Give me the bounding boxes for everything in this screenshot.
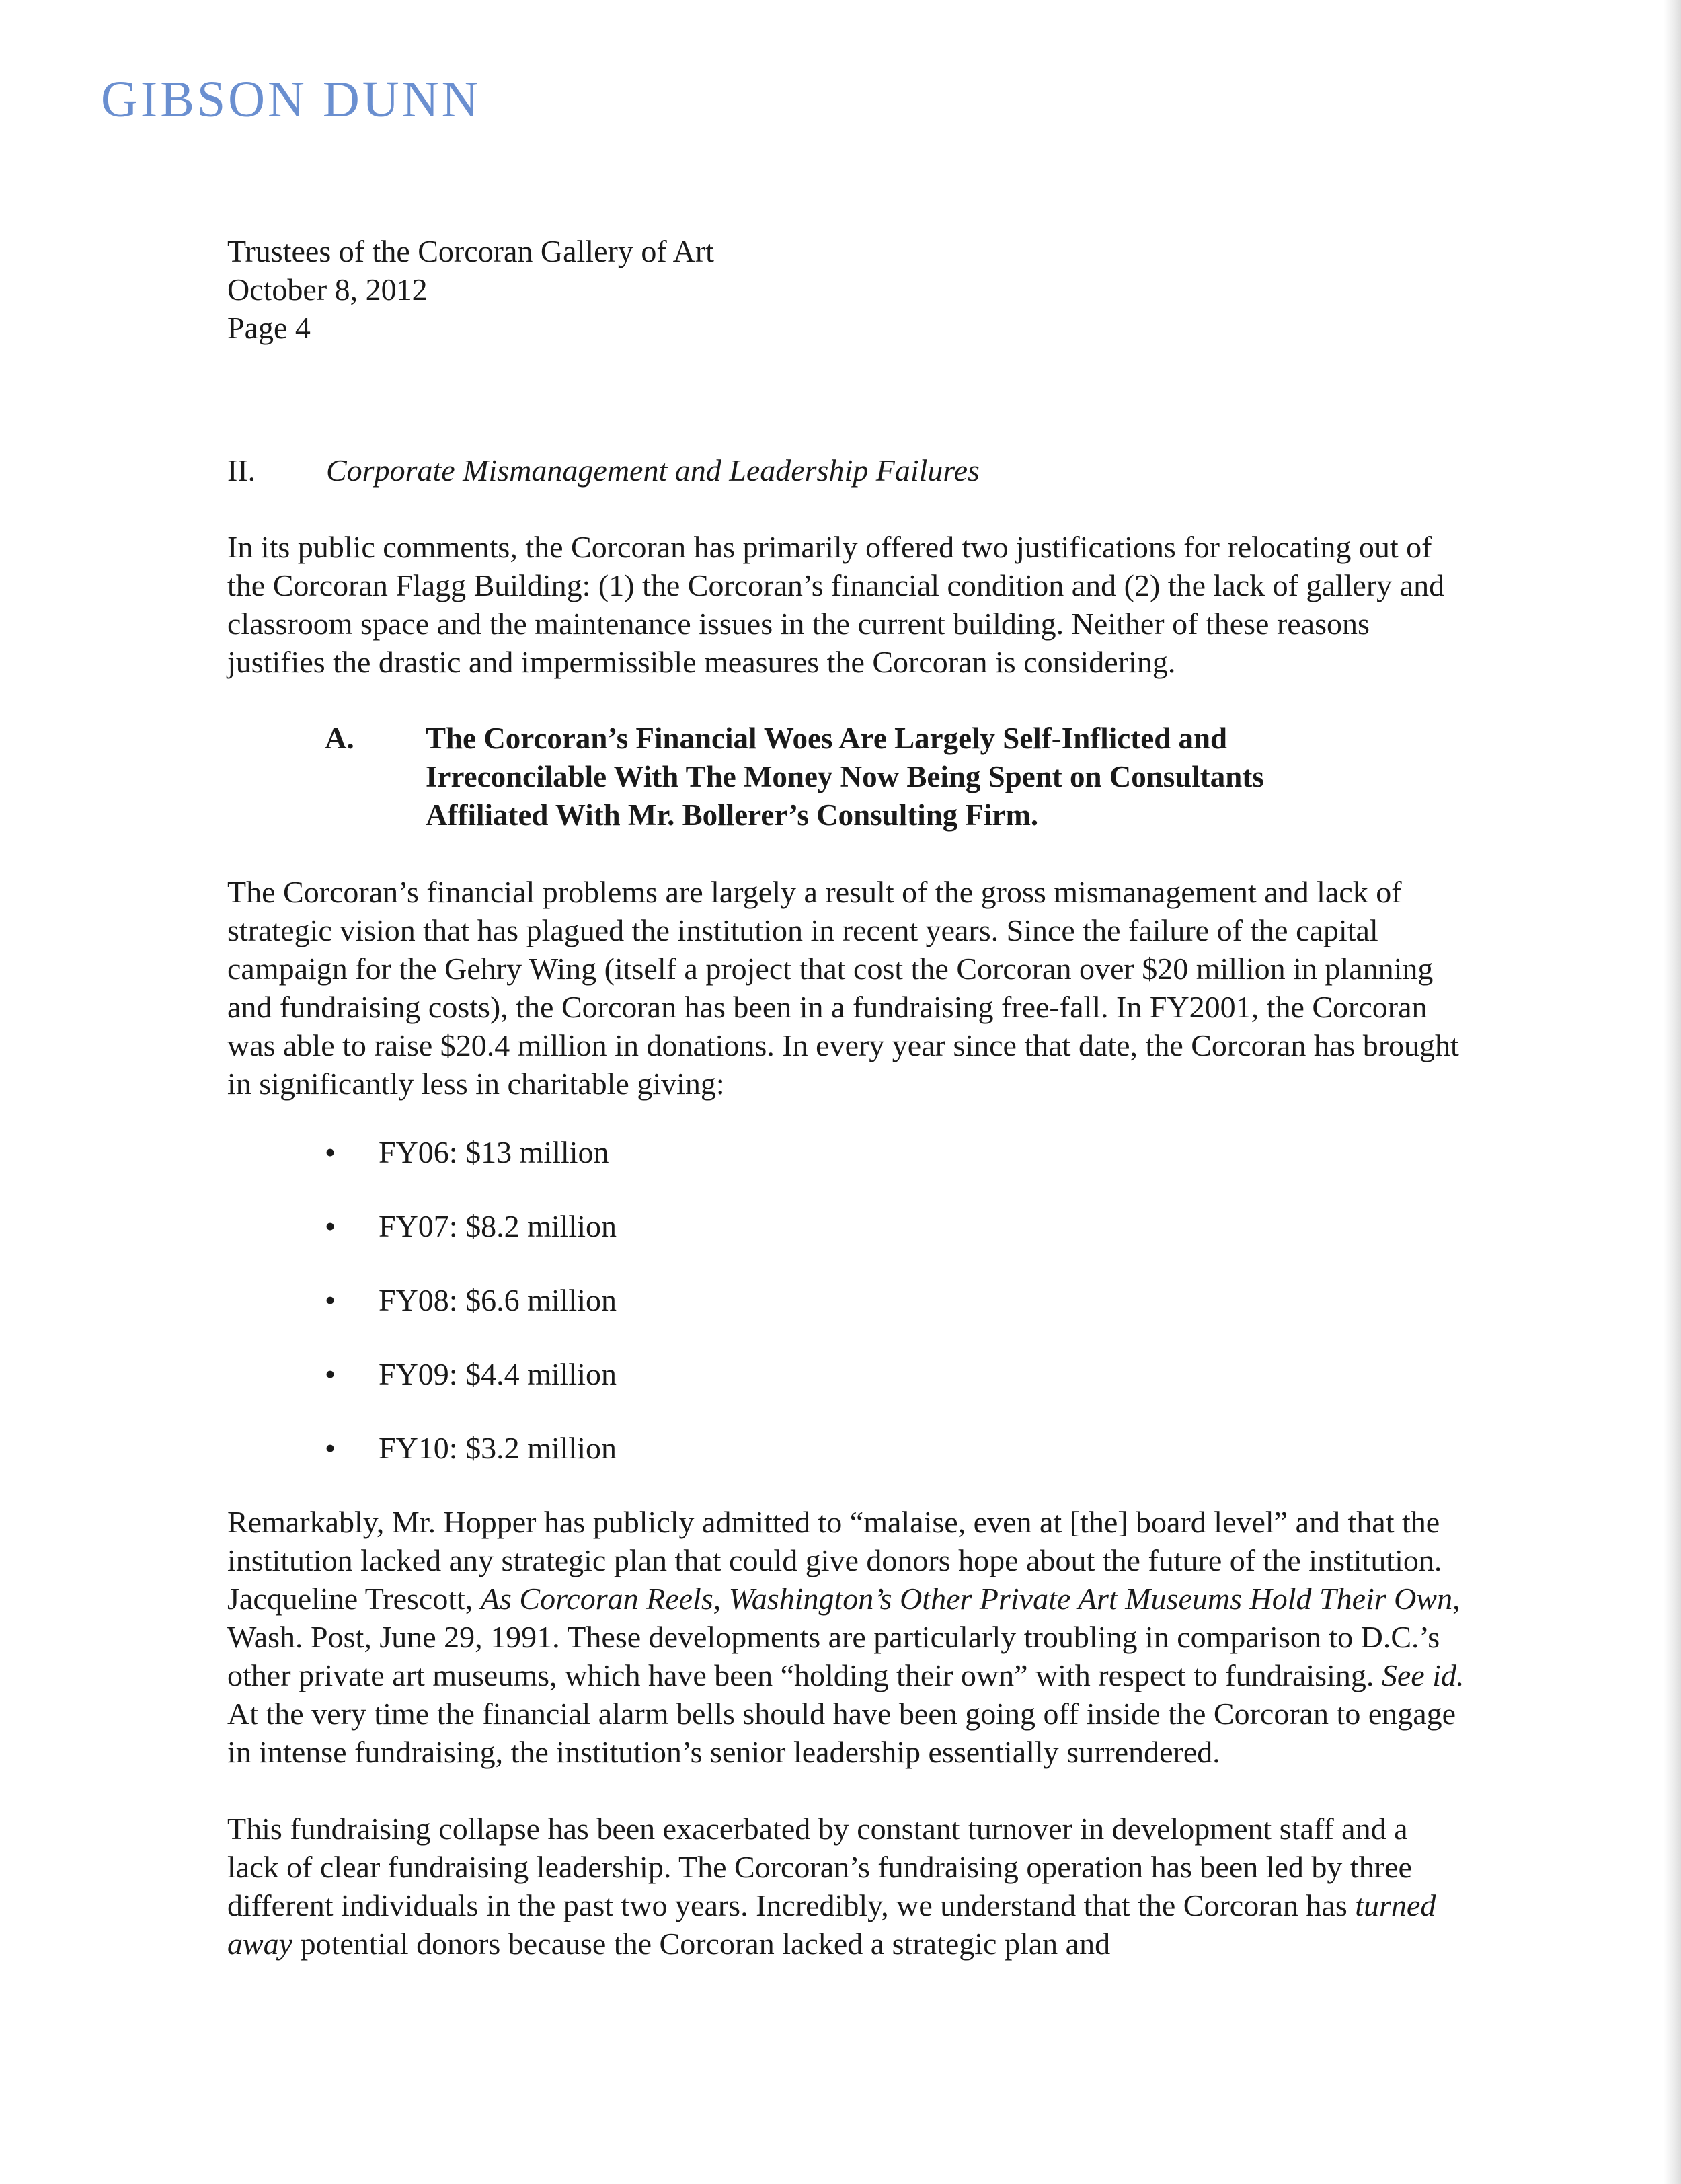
subsection-title: The Corcoran’s Financial Woes Are Largely Self-Inflicted and Irreconcilable With The Money Now Being Spent on Consultants Affiliated With Mr. Bollerer’s Consulting Firm.: [426, 722, 1264, 832]
date-line: October 8, 2012: [227, 272, 428, 307]
list-item-text: FY07: $8.2 million: [379, 1209, 617, 1243]
giving-list: [227, 1133, 1464, 1467]
list-item-text: FY06: $13 million: [379, 1135, 609, 1169]
hopper-text-3: At the very time the financial alarm bells should have been going off inside the Corcoran to engage in intense fundraising, the institution’s senior leadership essentially surrendered.: [227, 1696, 1456, 1769]
turnover-text-2: potential donors because the Corcoran lacked a strategic plan and: [292, 1926, 1111, 1961]
section-number: II.: [227, 453, 256, 488]
letter-body: [227, 232, 1464, 1963]
list-item-text: FY08: $6.6 million: [379, 1283, 617, 1317]
list-item-text: FY10: $3.2 million: [379, 1431, 617, 1465]
bullet-icon: •: [325, 1135, 336, 1169]
section-title: Corporate Mismanagement and Leadership Failures: [326, 453, 980, 488]
bullet-icon: •: [325, 1283, 336, 1317]
list-item: [325, 1133, 1464, 1171]
intro-paragraph: In its public comments, the Corcoran has primarily offered two justifications for relocating out of the Corcoran Flagg Building: (1) the Corcoran’s financial condition and (2) the lack of gallery and classroom space and the maintenance issues in the current building. Neither of these reasons justifies the drastic and impermissible measures the Corcoran is considering.: [227, 530, 1445, 679]
list-item: [325, 1429, 1464, 1467]
hopper-paragraph: [227, 1503, 1464, 1771]
turned-away-emphasis: turned away: [227, 1888, 1436, 1961]
subsection-heading: [325, 719, 1464, 834]
hopper-text-2: , Wash. Post, June 29, 1991. These developments are particularly troubling in comparison to D.C.’s other private art museums, which have been “holding their own” with respect to fundraising.: [227, 1582, 1460, 1692]
list-item: [325, 1207, 1464, 1245]
page-edge-shadow: [1664, 0, 1681, 2184]
hopper-text-1: Remarkably, Mr. Hopper has publicly admitted to “malaise, even at [the] board level” and that the institution lacked any strategic plan that could give donors hope about the future of the institution. Jacqueline Trescott,: [227, 1505, 1442, 1616]
recipient-line: Trustees of the Corcoran Gallery of Art: [227, 234, 714, 268]
bullet-icon: •: [325, 1209, 336, 1243]
firm-logo: GIBSON DUNN: [101, 71, 481, 128]
turnover-text-1: This fundraising collapse has been exacerbated by constant turnover in development staff and a lack of clear fundraising leadership. The Corcoran’s fundraising operation has been led by three different individuals in the past two years. Incredibly, we understand that the Corcoran has: [227, 1811, 1412, 1922]
citation-title: As Corcoran Reels, Washington’s Other Private Art Museums Hold Their Own: [480, 1582, 1453, 1616]
bullet-icon: •: [325, 1431, 336, 1465]
turnover-paragraph: [227, 1809, 1464, 1963]
page-number-line: Page 4: [227, 311, 311, 345]
list-item: [325, 1281, 1464, 1319]
list-item: [325, 1355, 1464, 1393]
section-heading: [227, 451, 1464, 490]
bullet-icon: •: [325, 1357, 336, 1391]
financial-paragraph: The Corcoran’s financial problems are largely a result of the gross mismanagement and lack of strategic vision that has plagued the institution in recent years. Since the failure of the capital campaign for the Gehry Wing (itself a project that cost the Corcoran over $20 million in planning and fundraising costs), the Corcoran has been in a fundraising free-fall. In FY2001, the Corcoran was able to raise $20.4 million in donations. In every year since that date, the Corcoran has brought in significantly less in charitable giving:: [227, 875, 1459, 1101]
see-id-citation: See id.: [1381, 1658, 1464, 1692]
letter-header: [227, 232, 1464, 347]
subsection-letter: A.: [325, 722, 354, 755]
list-item-text: FY09: $4.4 million: [379, 1357, 617, 1391]
